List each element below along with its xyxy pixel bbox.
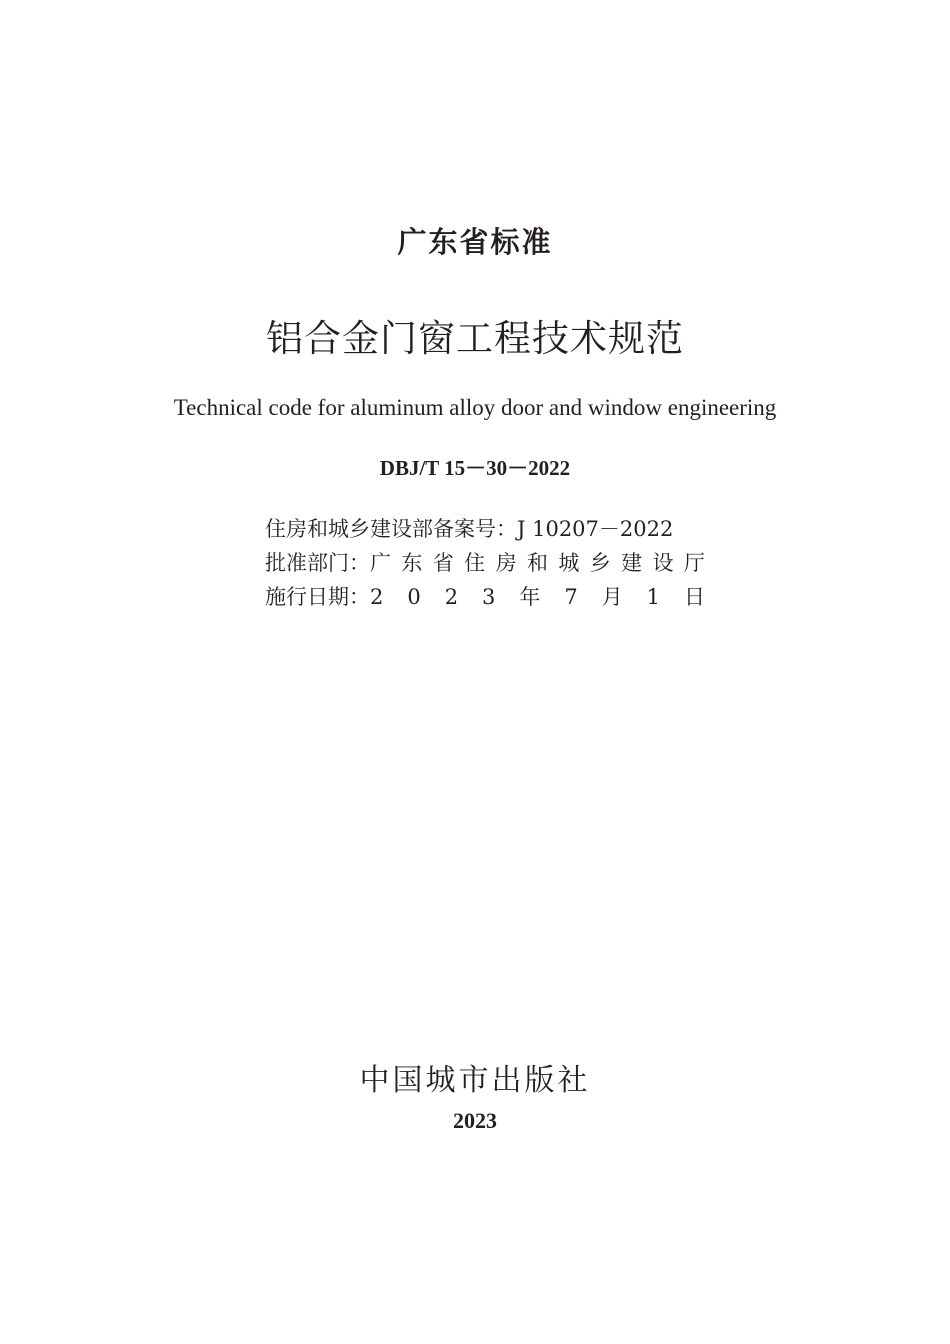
effective-date-char: 1 [646,585,661,609]
approval-department-char: 设 [652,551,674,575]
approval-department-char: 厅 [683,551,705,575]
effective-date-char: 2 [370,585,384,609]
effective-date-row [265,580,705,614]
approval-department-char: 乡 [589,551,611,575]
effective-date-char: 3 [482,585,496,609]
standard-meta-block [265,512,705,614]
title-chinese: 铝合金门窗工程技术规范 [266,317,684,360]
effective-date-char: 日 [684,585,705,609]
effective-date-char: 月 [601,585,623,609]
approval-department-char: 建 [621,551,643,575]
approval-department-char: 省 [432,551,454,575]
filing-number-label: 住房和城乡建设部备案号： [265,517,517,541]
effective-date-value [370,580,705,614]
effective-date-label: 施行日期： [265,585,370,609]
standard-code: DBJ/T 15－30－2022 [379,456,571,480]
publisher-name: 中国城市出版社 [359,1063,591,1098]
effective-date-char: 0 [407,585,421,609]
effective-date-char: 年 [519,585,541,609]
approval-department-value [370,546,705,580]
approval-department-char: 东 [401,551,423,575]
title-english: Technical code for aluminum alloy door and window engineering [173,395,777,420]
approval-department-char: 和 [526,551,548,575]
effective-date-char: 2 [444,585,459,609]
approval-department-char: 房 [495,551,517,575]
filing-number-value: J 10207－2022 [517,517,674,541]
filing-number-row [265,512,705,546]
approval-department-label: 批准部门： [265,551,370,575]
approval-department-char: 广 [370,551,391,575]
approval-department-row [265,546,705,580]
province-standard-heading: 广东省标准 [397,225,553,259]
publication-year: 2023 [453,1108,497,1133]
approval-department-char: 城 [558,551,580,575]
effective-date-char: 7 [564,585,578,609]
approval-department-char: 住 [464,551,486,575]
